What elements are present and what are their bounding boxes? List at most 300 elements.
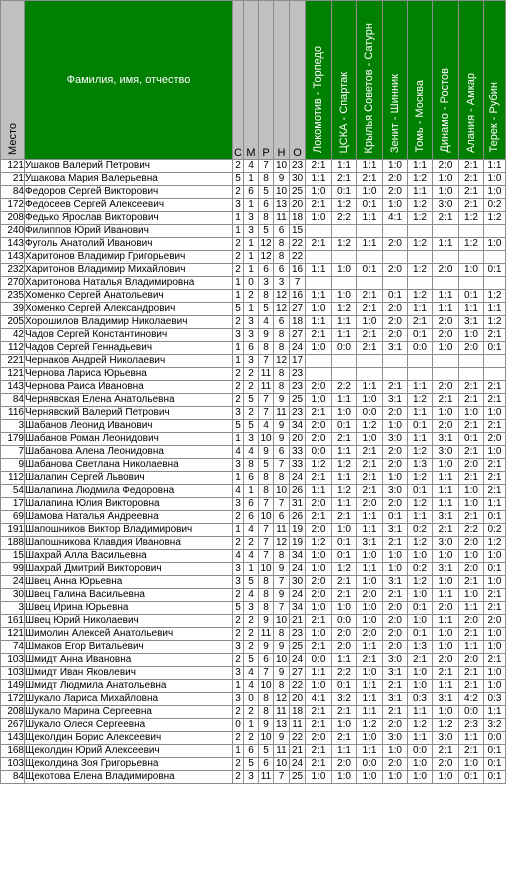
score-cell: 2:0	[383, 186, 408, 199]
column-header-stat-r: Р	[259, 1, 274, 160]
stat-cell: 1	[244, 485, 259, 498]
score-cell: 1:0	[357, 433, 383, 446]
score-cell: 1:2	[332, 199, 357, 212]
score-cell: 0:1	[383, 290, 408, 303]
stat-cell: 23	[290, 628, 306, 641]
score-cell: 1:0	[484, 446, 506, 459]
score-cell: 1:2	[484, 212, 506, 225]
score-cell: 1:1	[408, 732, 433, 745]
score-cell: 1:0	[459, 329, 484, 342]
table-row	[1, 511, 506, 524]
score-cell: 1:2	[459, 212, 484, 225]
score-cell: 2:1	[306, 238, 332, 251]
stat-cell: 7	[259, 498, 274, 511]
name-cell: Шукало Лариса Михайловна	[25, 693, 233, 706]
score-cell: 0:0	[332, 342, 357, 355]
score-cell: 2:2	[332, 212, 357, 225]
name-cell: Щеколдина Зоя Григорьевна	[25, 758, 233, 771]
table-row	[1, 732, 506, 745]
stat-cell: 31	[290, 498, 306, 511]
name-cell: Шукало Олеся Сергеевна	[25, 719, 233, 732]
stat-cell: 5	[244, 576, 259, 589]
score-cell: 2:1	[459, 576, 484, 589]
stat-cell: 7	[259, 667, 274, 680]
stat-cell: 4	[244, 160, 259, 173]
stat-cell: 6	[259, 264, 274, 277]
score-cell: 1:1	[332, 394, 357, 407]
column-header-stat-n: Н	[274, 1, 290, 160]
score-cell: 2:0	[383, 446, 408, 459]
score-cell: 1:1	[332, 472, 357, 485]
stat-cell: 20	[290, 199, 306, 212]
score-cell: 1:0	[433, 173, 459, 186]
stat-cell: 8	[274, 680, 290, 693]
score-cell: 1:0	[484, 667, 506, 680]
table-row	[1, 225, 506, 238]
score-cell: 1:2	[484, 537, 506, 550]
score-cell: 2:0	[459, 563, 484, 576]
score-cell: 2:1	[306, 199, 332, 212]
score-cell: 2:1	[332, 173, 357, 186]
score-cell	[383, 225, 408, 238]
stat-cell: 6	[259, 758, 274, 771]
score-cell: 1:0	[408, 680, 433, 693]
score-cell: 1:0	[332, 264, 357, 277]
stat-cell: 1	[244, 719, 259, 732]
stat-cell: 9	[259, 615, 274, 628]
score-cell: 1:0	[383, 563, 408, 576]
stat-cell: 2	[233, 628, 244, 641]
score-cell: 1:1	[306, 667, 332, 680]
score-cell: 1:0	[357, 615, 383, 628]
score-cell: 1:2	[408, 394, 433, 407]
name-cell: Чернова Раиса Ивановна	[25, 381, 233, 394]
place-cell: 7	[1, 446, 25, 459]
score-cell: 1:0	[306, 186, 332, 199]
score-cell: 1:1	[459, 303, 484, 316]
stat-cell: 6	[259, 199, 274, 212]
table-row	[1, 173, 506, 186]
score-cell: 1:1	[408, 706, 433, 719]
stat-cell: 1	[244, 173, 259, 186]
score-cell: 2:1	[484, 381, 506, 394]
place-cell: 103	[1, 654, 25, 667]
score-cell: 2:1	[484, 485, 506, 498]
stat-cell: 2	[244, 537, 259, 550]
score-cell: 2:0	[433, 420, 459, 433]
score-cell: 1:1	[306, 316, 332, 329]
stat-cell: 2	[233, 368, 244, 381]
score-cell: 1:0	[357, 732, 383, 745]
score-cell: 0:3	[484, 693, 506, 706]
score-cell: 2:1	[383, 589, 408, 602]
stat-cell: 10	[274, 615, 290, 628]
stat-cell: 11	[259, 381, 274, 394]
score-cell: 2:1	[357, 303, 383, 316]
score-cell	[459, 225, 484, 238]
score-cell: 0:1	[383, 511, 408, 524]
stat-cell: 7	[274, 602, 290, 615]
score-cell: 1:0	[433, 186, 459, 199]
score-cell: 1:0	[357, 771, 383, 784]
stat-cell: 8	[274, 381, 290, 394]
stat-cell: 10	[274, 485, 290, 498]
table-row	[1, 576, 506, 589]
table-row	[1, 667, 506, 680]
name-cell: Хоменко Сергей Анатольевич	[25, 290, 233, 303]
stat-cell: 7	[259, 355, 274, 368]
score-cell: 1:1	[306, 290, 332, 303]
name-cell: Шалапин Сергей Львович	[25, 472, 233, 485]
place-cell: 30	[1, 589, 25, 602]
column-header-place: Место	[1, 1, 25, 160]
stat-cell: 1	[244, 264, 259, 277]
score-cell: 0:1	[408, 485, 433, 498]
stat-cell: 1	[233, 433, 244, 446]
score-cell: 1:0	[408, 550, 433, 563]
score-cell: 2:0	[306, 576, 332, 589]
score-cell: 2:0	[306, 732, 332, 745]
table-row	[1, 264, 506, 277]
stat-cell: 5	[259, 303, 274, 316]
stat-cell: 12	[274, 537, 290, 550]
score-cell: 3:1	[433, 433, 459, 446]
stat-cell: 3	[233, 498, 244, 511]
stat-cell: 3	[244, 329, 259, 342]
score-cell: 1:1	[408, 303, 433, 316]
stat-cell: 2	[233, 615, 244, 628]
stat-cell: 1	[244, 303, 259, 316]
stat-cell: 2	[233, 251, 244, 264]
place-cell: 84	[1, 186, 25, 199]
place-cell: 205	[1, 316, 25, 329]
score-cell: 1:0	[459, 589, 484, 602]
score-cell: 1:0	[408, 758, 433, 771]
score-cell: 2:2	[332, 381, 357, 394]
stat-cell: 7	[274, 498, 290, 511]
stat-cell: 20	[290, 433, 306, 446]
name-cell: Шмидт Людмила Анатольевна	[25, 680, 233, 693]
stat-cell: 27	[290, 329, 306, 342]
score-cell: 2:0	[459, 459, 484, 472]
stat-cell: 22	[290, 680, 306, 693]
score-cell: 1:1	[408, 433, 433, 446]
stat-cell: 12	[260, 251, 272, 262]
score-cell: 2:1	[459, 394, 484, 407]
table-row	[1, 212, 506, 225]
stat-cell: 1	[233, 212, 244, 225]
score-cell: 2:0	[383, 303, 408, 316]
stat-cell: 2	[233, 186, 244, 199]
stat-cell: 7	[259, 407, 274, 420]
score-cell: 1:0	[306, 771, 332, 784]
score-cell: 1:0	[306, 303, 332, 316]
stat-cell: 4	[244, 550, 259, 563]
stat-cell: 8	[259, 693, 274, 706]
score-cell: 2:1	[306, 758, 332, 771]
score-cell: 1:1	[433, 680, 459, 693]
score-cell: 2:1	[383, 706, 408, 719]
name-cell: Щеколдин Борис Алексеевич	[25, 732, 233, 745]
stat-cell: 22	[290, 732, 306, 745]
score-cell: 1:2	[357, 719, 383, 732]
score-cell: 1:3	[408, 641, 433, 654]
stat-cell: 8	[259, 472, 274, 485]
place-cell: 17	[1, 498, 25, 511]
table-row	[1, 537, 506, 550]
score-cell: 0:1	[332, 420, 357, 433]
stat-cell: 7	[259, 550, 274, 563]
stat-cell: 9	[274, 732, 290, 745]
score-cell: 1:2	[459, 238, 484, 251]
score-cell: 2:1	[459, 446, 484, 459]
score-cell: 1:0	[357, 667, 383, 680]
stat-cell: 8	[259, 706, 274, 719]
stat-cell: 34	[290, 550, 306, 563]
score-cell: 1:0	[306, 563, 332, 576]
stat-cell: 2	[233, 732, 244, 745]
stat-cell: 5	[233, 420, 244, 433]
score-cell: 2:1	[306, 719, 332, 732]
score-cell	[459, 368, 484, 381]
stat-cell: 9	[274, 420, 290, 433]
score-cell: 1:2	[408, 212, 433, 225]
stat-cell: 1	[244, 238, 259, 251]
score-cell: 1:1	[357, 706, 383, 719]
table-row	[1, 563, 506, 576]
stat-cell: 2	[233, 394, 244, 407]
score-cell: 3:0	[433, 732, 459, 745]
score-cell: 0:1	[484, 511, 506, 524]
score-cell: 2:0	[383, 615, 408, 628]
stat-cell: 30	[290, 576, 306, 589]
score-cell: 2:0	[383, 758, 408, 771]
score-cell: 2:1	[484, 420, 506, 433]
score-cell	[433, 225, 459, 238]
stat-cell: 10	[260, 732, 272, 743]
place-cell: 103	[1, 667, 25, 680]
stat-cell: 9	[274, 563, 290, 576]
place-cell: 54	[1, 485, 25, 498]
score-cell: 0:1	[332, 550, 357, 563]
stat-cell: 20	[290, 693, 306, 706]
column-header-stat-m: М	[244, 1, 259, 160]
stat-cell: 8	[259, 290, 274, 303]
table-row	[1, 524, 506, 537]
score-cell: 1:0	[433, 407, 459, 420]
stat-cell: 9	[274, 394, 290, 407]
place-cell: 232	[1, 264, 25, 277]
stat-cell: 8	[259, 173, 274, 186]
stat-cell: 2	[233, 758, 244, 771]
stat-cell: 5	[233, 173, 244, 186]
stat-cell: 3	[244, 316, 259, 329]
stat-cell: 7	[274, 459, 290, 472]
name-cell: Швец Ирина Юрьевна	[25, 602, 233, 615]
stat-cell: 10	[260, 680, 272, 691]
score-cell: 1:1	[357, 563, 383, 576]
stat-cell: 21	[290, 745, 306, 758]
score-cell: 1:1	[484, 160, 506, 173]
score-cell: 2:1	[357, 290, 383, 303]
stat-cell: 11	[274, 212, 290, 225]
stat-cell: 2	[233, 264, 244, 277]
score-cell	[357, 355, 383, 368]
score-cell	[433, 251, 459, 264]
score-cell: 2:1	[459, 745, 484, 758]
stat-cell: 24	[290, 654, 306, 667]
score-cell: 3:0	[433, 537, 459, 550]
stat-cell: 12	[274, 303, 290, 316]
score-cell: 1:0	[357, 394, 383, 407]
score-cell: 1:0	[433, 459, 459, 472]
score-cell: 1:1	[408, 186, 433, 199]
stat-cell: 3	[233, 199, 244, 212]
score-cell: 2:1	[408, 654, 433, 667]
score-cell	[357, 251, 383, 264]
score-cell: 1:0	[433, 706, 459, 719]
stat-cell: 1	[233, 524, 244, 537]
stat-cell: 8	[274, 251, 290, 264]
stat-cell: 5	[233, 602, 244, 615]
score-cell: 2:1	[459, 628, 484, 641]
table-row	[1, 589, 506, 602]
score-cell: 1:1	[357, 381, 383, 394]
score-cell: 1:0	[433, 576, 459, 589]
score-cell: 1:0	[459, 550, 484, 563]
stat-cell: 7	[259, 524, 274, 537]
score-cell: 1:0	[383, 199, 408, 212]
score-cell: 0:1	[408, 602, 433, 615]
score-cell: 1:0	[306, 680, 332, 693]
stat-cell: 5	[244, 420, 259, 433]
score-cell: 2:0	[306, 433, 332, 446]
score-cell: 2:0	[484, 433, 506, 446]
score-cell: 2:0	[383, 264, 408, 277]
score-cell: 1:1	[433, 290, 459, 303]
place-cell: 99	[1, 563, 25, 576]
stat-cell: 5	[259, 459, 274, 472]
place-cell: 3	[1, 420, 25, 433]
score-cell	[433, 368, 459, 381]
score-cell: 0:1	[408, 420, 433, 433]
score-cell: 3:1	[357, 537, 383, 550]
score-cell: 2:1	[484, 459, 506, 472]
stat-cell: 3	[244, 225, 259, 238]
place-cell: 69	[1, 511, 25, 524]
header-row	[1, 1, 506, 160]
score-cell: 1:1	[459, 602, 484, 615]
stat-cell: 2	[233, 160, 244, 173]
score-cell: 3:1	[383, 394, 408, 407]
score-cell: 1:1	[408, 511, 433, 524]
score-cell: 2:1	[357, 485, 383, 498]
score-cell: 1:1	[433, 238, 459, 251]
score-cell	[459, 251, 484, 264]
score-cell: 0:0	[459, 706, 484, 719]
score-cell: 0:0	[408, 745, 433, 758]
score-cell: 2:1	[433, 524, 459, 537]
place-cell: 161	[1, 615, 25, 628]
stat-cell: 3	[233, 459, 244, 472]
score-cell: 0:0	[332, 615, 357, 628]
score-cell: 2:0	[383, 238, 408, 251]
score-cell: 1:0	[459, 498, 484, 511]
score-cell: 3:2	[332, 693, 357, 706]
score-cell: 1:0	[306, 394, 332, 407]
name-cell: Харитонов Владимир Михайлович	[25, 264, 233, 277]
score-cell: 1:0	[433, 641, 459, 654]
name-cell: Шабанова Светлана Николаевна	[25, 459, 233, 472]
stat-cell: 1	[233, 225, 244, 238]
score-cell: 1:2	[484, 290, 506, 303]
score-cell: 1:1	[332, 446, 357, 459]
score-cell: 1:0	[383, 420, 408, 433]
stat-cell: 22	[290, 238, 306, 251]
name-cell: Хорошилов Владимир Николаевич	[25, 316, 233, 329]
score-cell	[484, 277, 506, 290]
stat-cell: 34	[290, 602, 306, 615]
score-cell: 3:2	[484, 719, 506, 732]
table-row	[1, 186, 506, 199]
stat-cell: 6	[244, 186, 259, 199]
score-cell: 3:0	[433, 199, 459, 212]
score-cell: 0:1	[332, 537, 357, 550]
stat-cell: 4	[233, 485, 244, 498]
score-cell: 1:0	[433, 342, 459, 355]
stat-cell: 10	[274, 160, 290, 173]
place-cell: 172	[1, 693, 25, 706]
name-cell: Чернаков Андрей Николаевич	[25, 355, 233, 368]
score-cell	[306, 225, 332, 238]
score-cell	[408, 251, 433, 264]
stat-cell: 6	[274, 511, 290, 524]
table-row	[1, 342, 506, 355]
stat-cell: 5	[244, 654, 259, 667]
score-cell: 3:1	[459, 316, 484, 329]
score-cell: 2:0	[459, 342, 484, 355]
stat-cell: 23	[290, 407, 306, 420]
table-row	[1, 719, 506, 732]
stat-cell: 27	[290, 303, 306, 316]
score-cell: 1:1	[357, 511, 383, 524]
score-cell: 2:0	[306, 498, 332, 511]
stat-cell: 1	[244, 563, 259, 576]
score-cell	[408, 277, 433, 290]
stat-cell: 24	[290, 342, 306, 355]
stat-cell: 8	[274, 628, 290, 641]
score-cell: 1:1	[357, 693, 383, 706]
score-cell: 1:0	[484, 407, 506, 420]
score-cell: 1:1	[332, 329, 357, 342]
score-cell: 3:0	[433, 446, 459, 459]
stat-cell: 13	[274, 719, 290, 732]
stat-cell: 10	[260, 563, 272, 574]
score-cell: 1:0	[408, 589, 433, 602]
table-row	[1, 758, 506, 771]
score-cell: 2:1	[332, 706, 357, 719]
score-cell: 2:0	[459, 537, 484, 550]
table-row	[1, 368, 506, 381]
stat-cell: 12	[274, 290, 290, 303]
score-cell: 2:0	[459, 654, 484, 667]
name-cell: Шабанова Алена Леонидовна	[25, 446, 233, 459]
stat-cell: 6	[244, 342, 259, 355]
column-header-match: Алания - Амкар	[459, 1, 484, 160]
place-cell: 74	[1, 641, 25, 654]
stat-cell: 9	[259, 641, 274, 654]
score-cell: 0:1	[459, 771, 484, 784]
